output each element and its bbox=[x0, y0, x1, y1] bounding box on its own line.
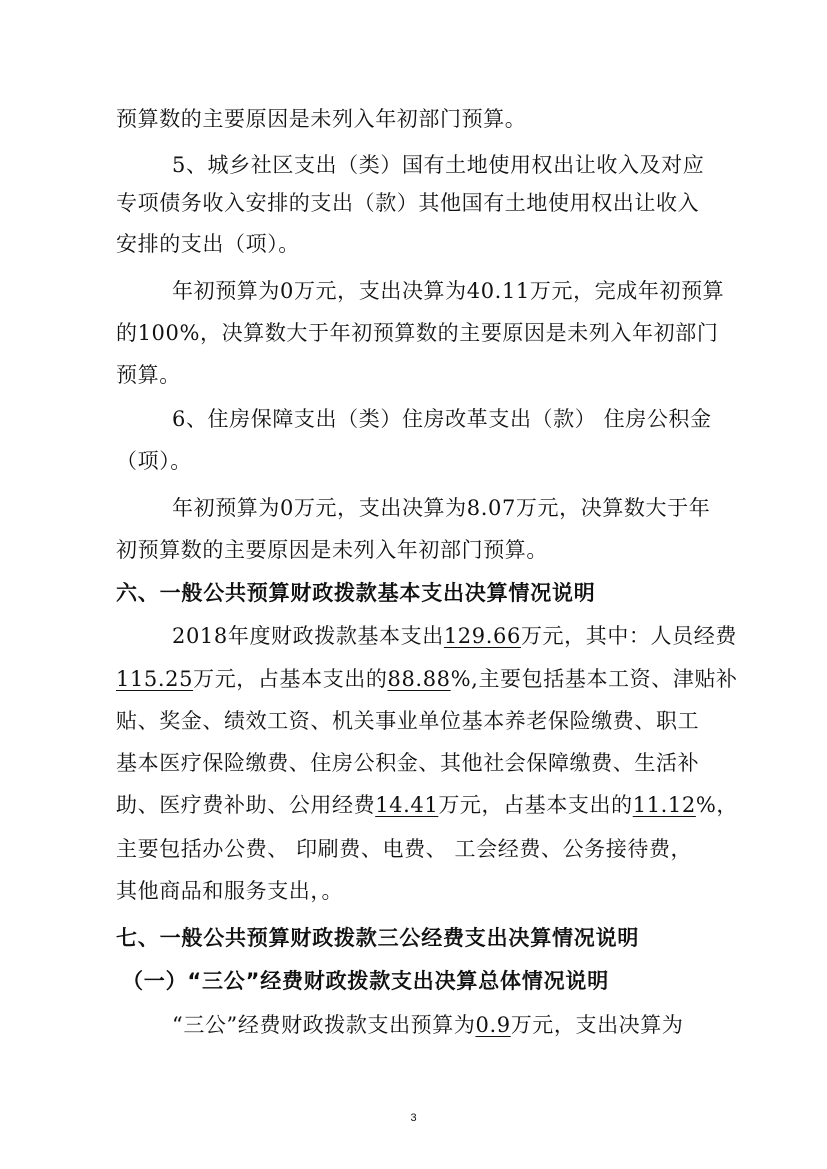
text-line: （项）。 bbox=[116, 449, 192, 473]
percent-value: 88.88 bbox=[387, 667, 451, 691]
text-line: 年初预算为0万元，支出决算为8.07万元，决算数大于年 bbox=[172, 496, 711, 520]
text-line: 初预算数的主要原因是未列入年初部门预算。 bbox=[116, 538, 548, 562]
text-line: 6、住房保障支出（类）住房改革支出（款） 住房公积金 bbox=[172, 407, 712, 431]
text-line: “三公”经费财政拨款支出预算为0.9万元，支出决算为 bbox=[172, 1013, 684, 1037]
amount-value: 129.66 bbox=[443, 624, 521, 648]
text-line: 5、城乡社区支出（类）国有土地使用权出让收入及对应 bbox=[172, 153, 705, 177]
text-line: 115.25万元，占基本支出的88.88%,主要包括基本工资、津贴补 bbox=[116, 667, 738, 691]
text-line: 预算数的主要原因是未列入年初部门预算。 bbox=[116, 107, 527, 131]
text-line: 贴、奖金、绩效工资、机关事业单位基本养老保险缴费、职工 bbox=[116, 709, 700, 733]
text-line: 专项债务收入安排的支出（款）其他国有土地使用权出让收入 bbox=[116, 191, 700, 215]
text-line: 其他商品和服务支出，。 bbox=[116, 879, 344, 903]
page-number: 3 bbox=[410, 1112, 417, 1124]
text-line: 年初预算为0万元，支出决算为40.11万元，完成年初预算 bbox=[172, 279, 725, 303]
subsection-heading: （一）“三公”经费财政拨款支出决算总体情况说明 bbox=[122, 969, 610, 993]
amount-value: 115.25 bbox=[116, 667, 194, 691]
amount-value: 0.9 bbox=[475, 1013, 511, 1037]
text-line: 的100%，决算数大于年初预算数的主要原因是未列入年初部门 bbox=[116, 321, 719, 345]
text-line: 安排的支出（项）。 bbox=[116, 232, 300, 256]
text-line: 基本医疗保险缴费、住房公积金、其他社会保障缴费、生活补 bbox=[116, 751, 700, 775]
section-heading: 七、一般公共预算财政拨款三公经费支出决算情况说明 bbox=[116, 926, 640, 950]
text-line: 主要包括办公费、 印刷费、电费、 工会经费、公务接待费， bbox=[116, 837, 693, 861]
section-heading: 六、一般公共预算财政拨款基本支出决算情况说明 bbox=[116, 581, 596, 605]
percent-value: 11.12 bbox=[632, 793, 696, 817]
text-line: 预算。 bbox=[116, 363, 181, 387]
text-line: 2018年度财政拨款基本支出129.66万元，其中：人员经费 bbox=[172, 624, 737, 648]
text-line: 助、医疗费补助、公用经费14.41万元，占基本支出的11.12%， bbox=[116, 793, 739, 817]
amount-value: 14.41 bbox=[375, 793, 439, 817]
